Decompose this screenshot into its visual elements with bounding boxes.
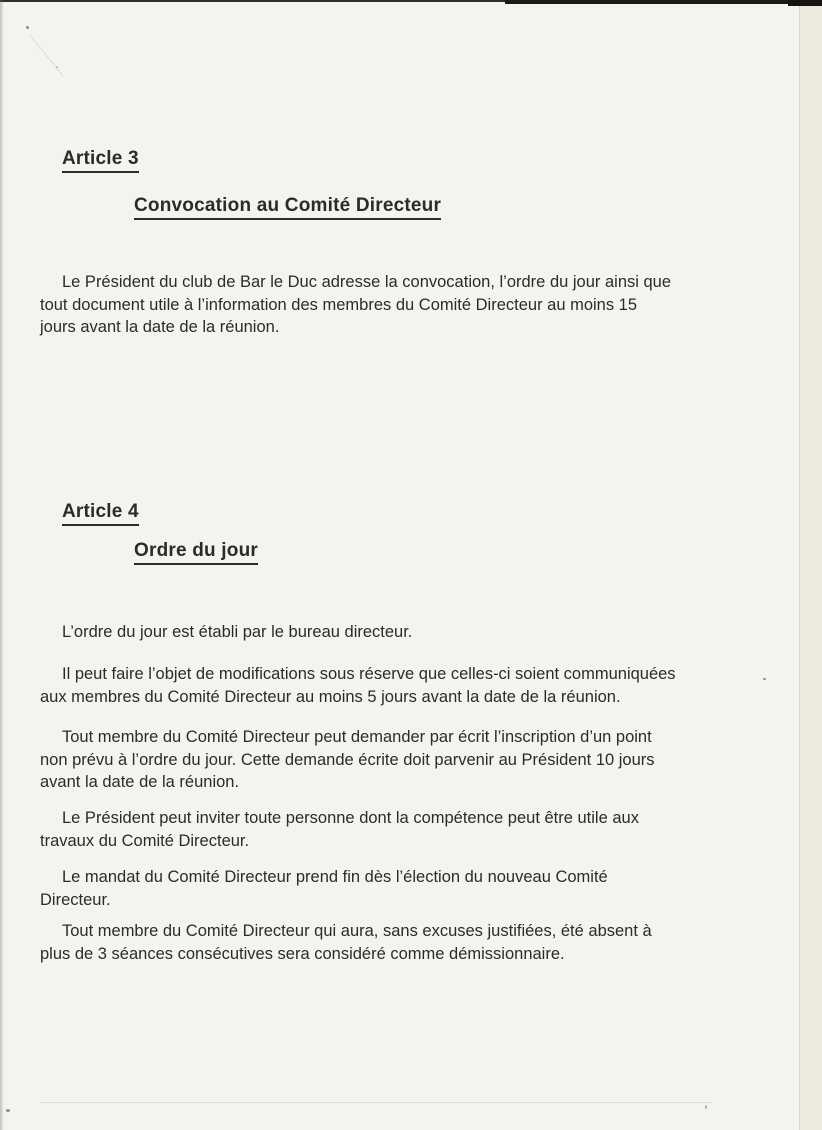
scan-artifact xyxy=(40,1102,712,1103)
text-line: Il peut faire l’objet de modifications sous réserve que celles-ci soient communiquées xyxy=(62,665,676,683)
text-line: Le mandat du Comité Directeur prend fin dès l’élection du nouveau Comité xyxy=(62,868,608,886)
text-line: avant la date de la réunion. xyxy=(40,773,240,791)
text-line: plus de 3 séances consécutives sera considéré comme démissionnaire. xyxy=(40,944,565,963)
text-line: Directeur. xyxy=(40,890,111,909)
text-line: travaux du Comité Directeur. xyxy=(40,831,250,850)
scan-left-edge xyxy=(0,0,4,1130)
scan-artifact xyxy=(30,35,64,76)
text-line: L’ordre du jour est établi par le bureau directeur. xyxy=(62,623,413,641)
article-4-heading xyxy=(62,501,139,526)
paragraph-modifications xyxy=(40,663,802,708)
text-line: Tout membre du Comité Directeur peut demander par écrit l’inscription d’un point xyxy=(62,728,652,746)
text-line: jours avant la date de la réunion. xyxy=(40,318,280,336)
text-line: non prévu à l’ordre du jour. Cette demande écrite doit parvenir au Président 10 jours xyxy=(40,750,655,769)
paragraph-absences xyxy=(40,920,802,965)
article-4-heading-text: Article 4 xyxy=(62,501,139,526)
article-3-heading-text: Article 3 xyxy=(62,148,139,173)
scan-artifact xyxy=(705,1105,707,1109)
scan-artifact xyxy=(26,26,29,29)
scan-artifact xyxy=(6,1109,10,1112)
article-3-heading xyxy=(62,148,139,173)
text-line: Le Président peut inviter toute personne dont la compétence peut être utile aux xyxy=(62,809,639,827)
scan-top-edge-corner xyxy=(788,0,822,6)
article-4-subtitle xyxy=(134,540,258,565)
article-3-subtitle-text: Convocation au Comité Directeur xyxy=(134,195,441,220)
scan-top-edge-thick xyxy=(505,0,822,4)
text-line: Tout membre du Comité Directeur qui aura, sans excuses justifiées, été absent à xyxy=(62,922,652,940)
text-line: Le Président du club de Bar le Duc adresse la convocation, l’ordre du jour ainsi que xyxy=(62,273,672,291)
scan-artifact xyxy=(763,678,766,680)
article-3-subtitle xyxy=(134,195,441,220)
scan-right-strip xyxy=(799,0,822,1130)
text-line: tout document utile à l’information des membres du Comité Directeur au moins 15 xyxy=(40,295,638,314)
paragraph-convocation xyxy=(40,271,802,339)
paragraph-invitation xyxy=(40,807,802,852)
paragraph-mandat xyxy=(40,866,802,911)
paragraph-inscription-point xyxy=(40,726,802,794)
text-line: aux membres du Comité Directeur au moins 5 jours avant la date de la réunion. xyxy=(40,687,621,706)
article-4-subtitle-text: Ordre du jour xyxy=(134,540,258,565)
paragraph-ordre-etabli xyxy=(40,621,802,644)
